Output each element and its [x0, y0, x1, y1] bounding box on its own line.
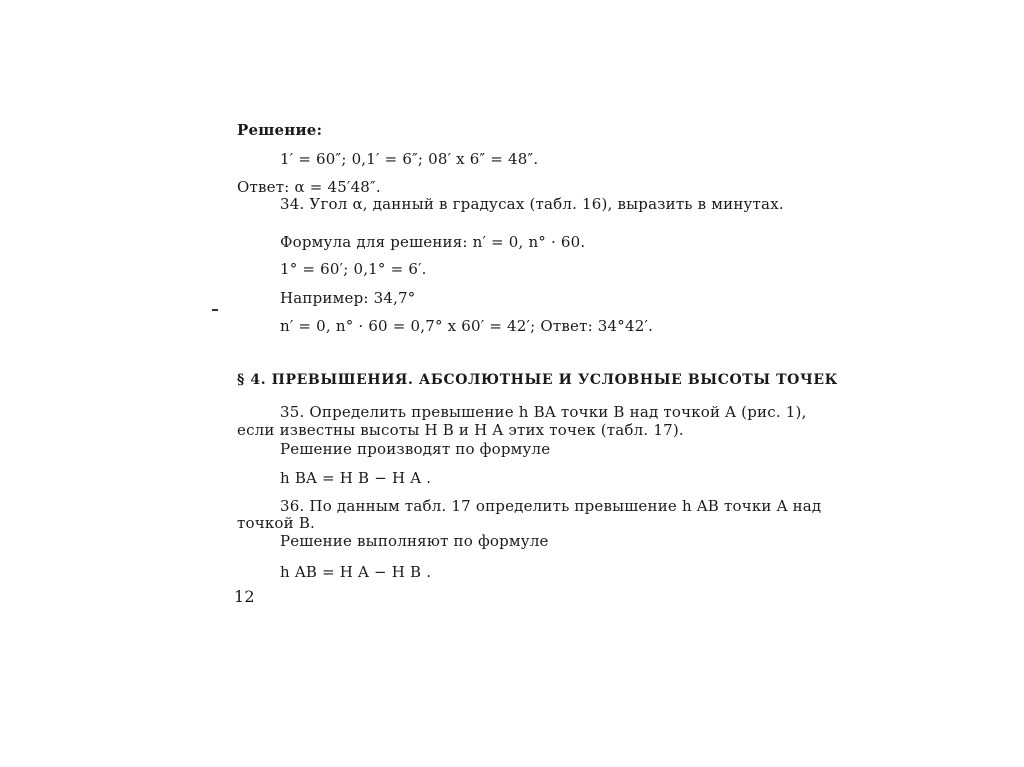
formula-solution: Формула для решения: n′ = 0, n° · 60.	[280, 233, 586, 251]
solution-label-2: Решение производят по формуле	[280, 440, 551, 458]
formula-hab: h AB = H A − H B .	[280, 563, 432, 581]
example-label: Например: 34,7°	[280, 289, 416, 307]
section-heading: § 4. ПРЕВЫШЕНИЯ. АБСОЛЮТНЫЕ И УСЛОВНЫЕ ВЫСОТЫ ТОЧЕК	[237, 372, 838, 388]
formula-degrees: 1° = 60′; 0,1° = 6′.	[280, 260, 427, 278]
solution-label-1: Решение:	[237, 121, 323, 139]
formula-hba: h BA = H B − H A .	[280, 469, 432, 487]
task-36-line-1: 36. По данным табл. 17 определить превышение h AB точки A над	[280, 497, 822, 515]
example-formula: n′ = 0, n° · 60 = 0,7° x 60′ = 42′; Ответ: 34°42′.	[280, 317, 654, 335]
solution-label-3: Решение выполняют по формуле	[280, 532, 549, 550]
page-number: 12	[234, 587, 255, 606]
task-35-line-2: если известны высоты H B и H A этих точек (табл. 17).	[237, 421, 684, 439]
margin-mark	[212, 309, 218, 311]
task-34: 34. Угол α, данный в градусах (табл. 16), выразить в минутах.	[280, 195, 784, 213]
task-36-line-2: точкой B.	[237, 514, 316, 532]
formula-seconds: 1′ = 60″; 0,1′ = 6″; 08′ x 6″ = 48″.	[280, 150, 539, 168]
task-35-line-1: 35. Определить превышение h BA точки B над точкой A (рис. 1),	[280, 403, 807, 421]
answer-1: Ответ: α = 45′48″.	[237, 178, 381, 196]
